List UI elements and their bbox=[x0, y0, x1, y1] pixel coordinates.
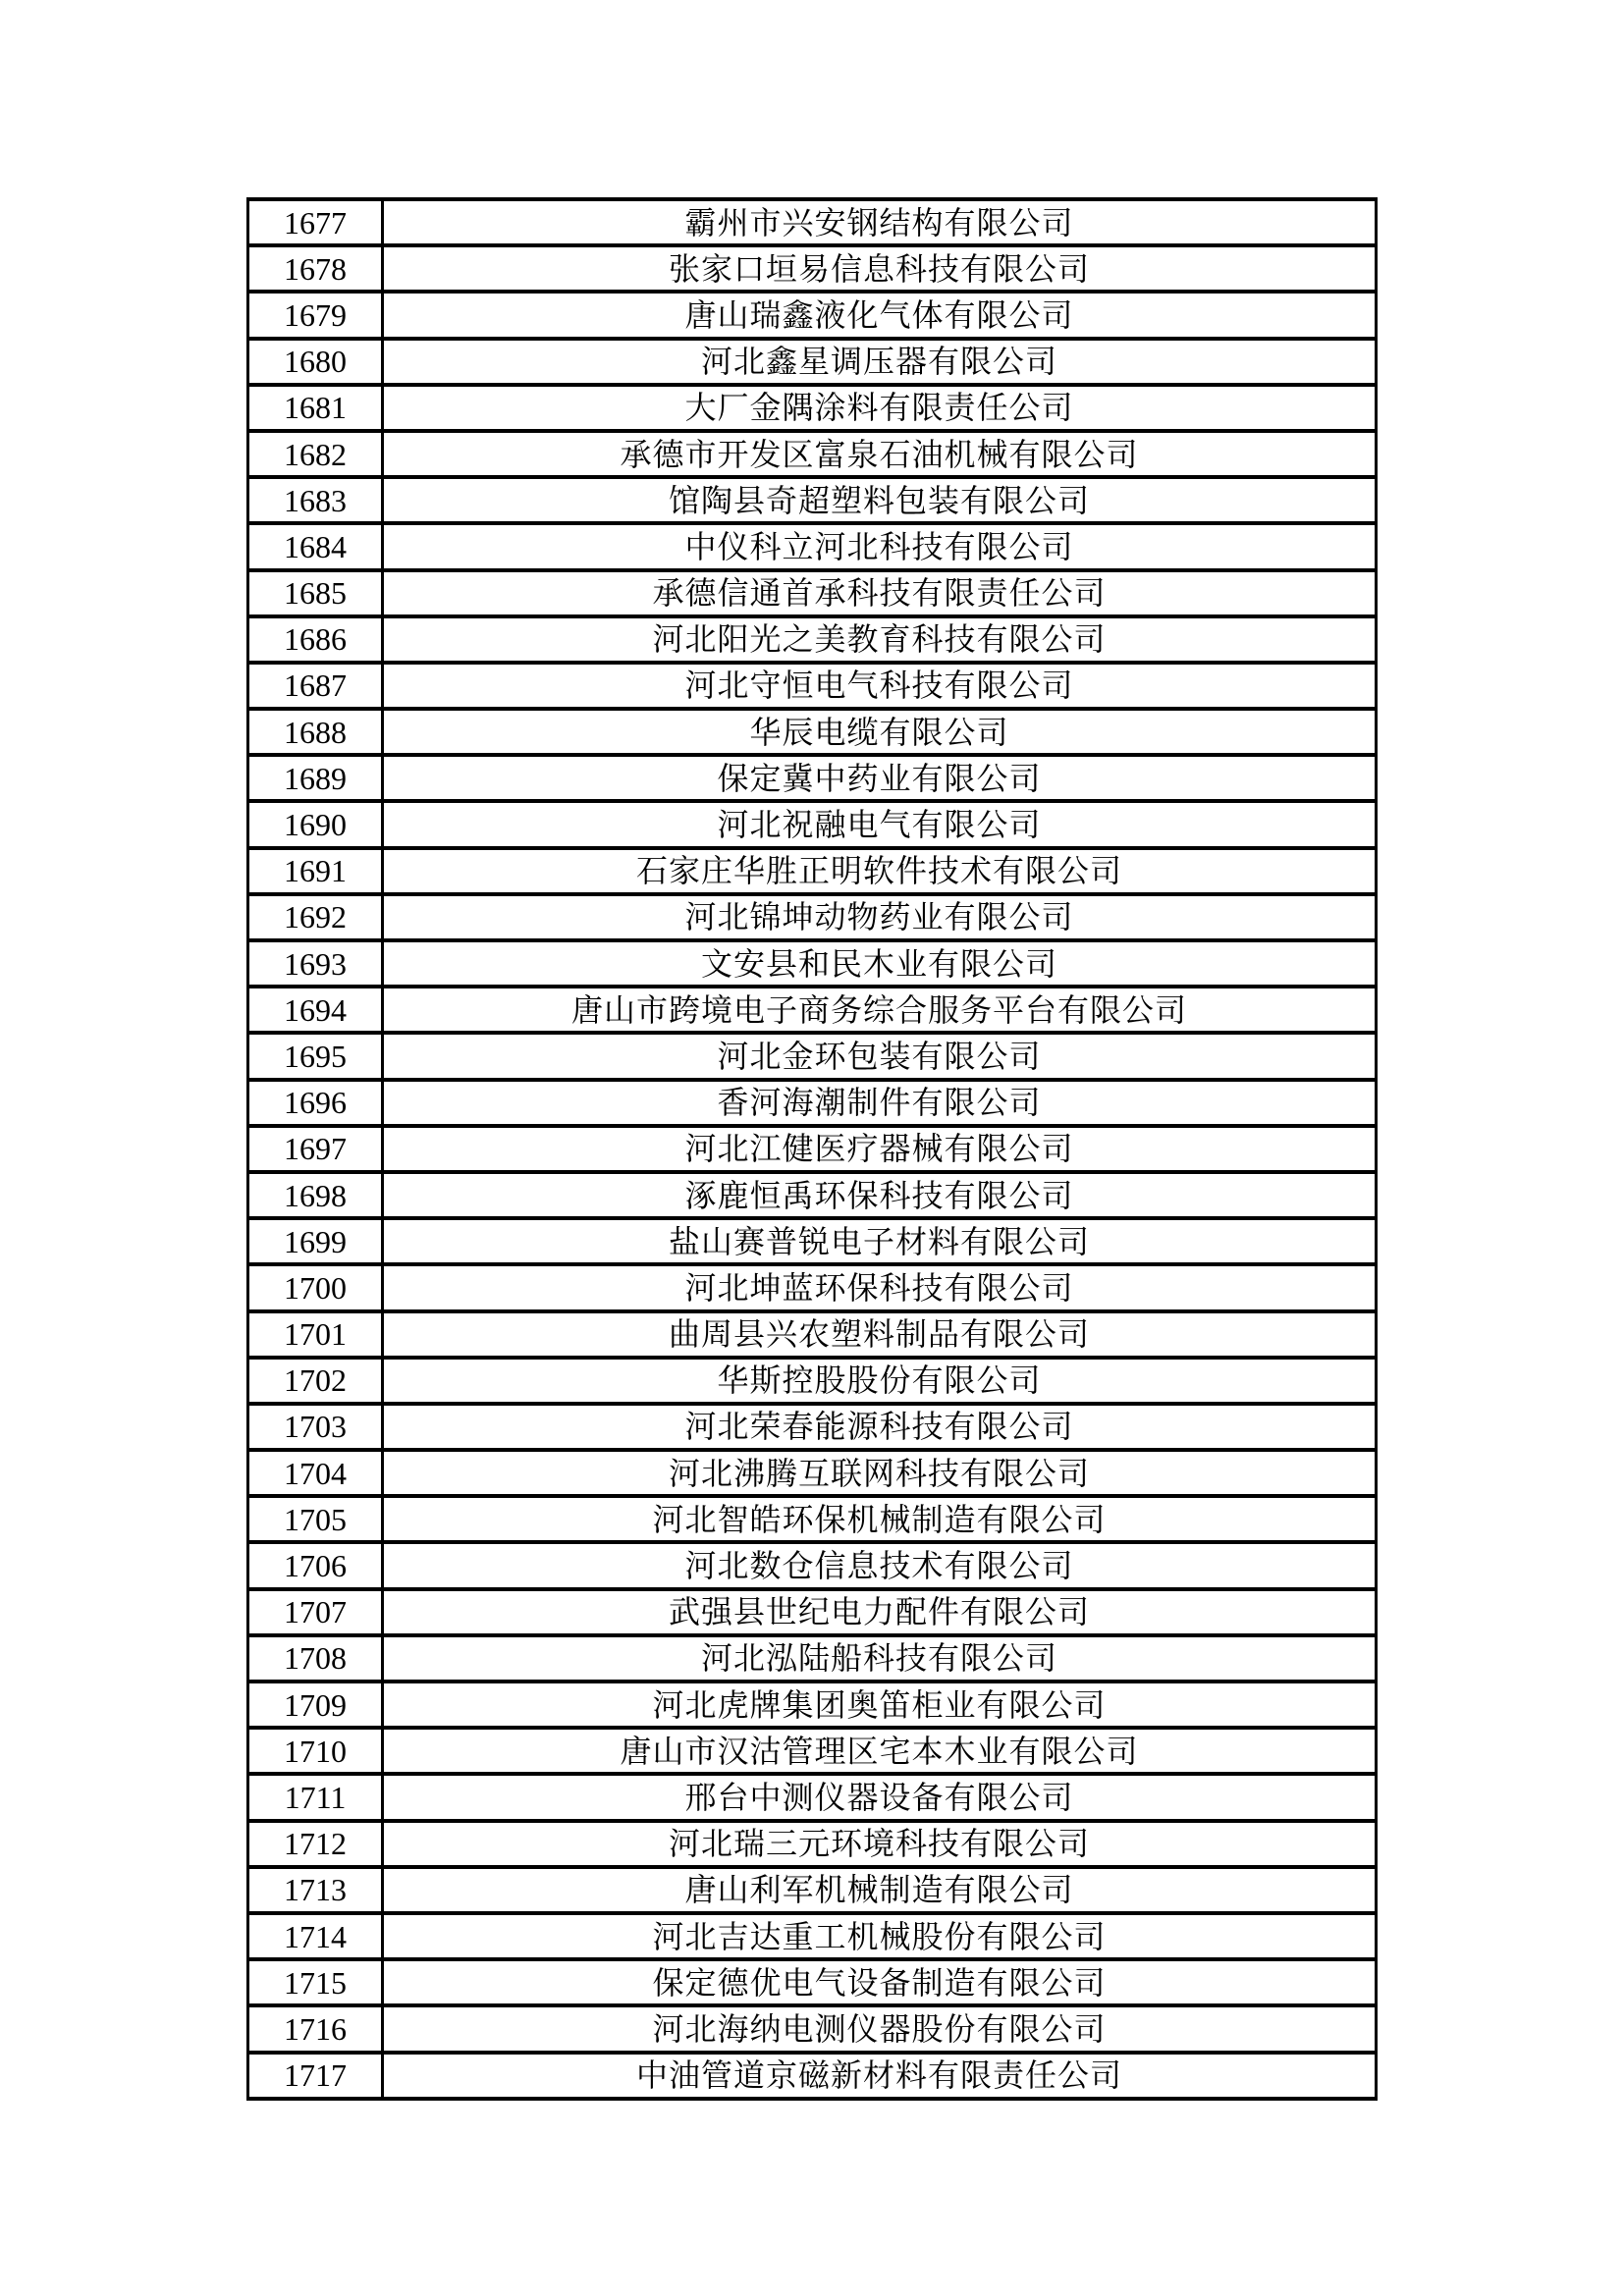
company-name-cell: 承德市开发区富泉石油机械有限公司 bbox=[383, 431, 1377, 477]
company-name-cell: 河北荣春能源科技有限公司 bbox=[383, 1404, 1377, 1450]
row-index-cell: 1679 bbox=[248, 292, 383, 338]
company-name-cell: 唐山市跨境电子商务综合服务平台有限公司 bbox=[383, 987, 1377, 1033]
row-index-cell: 1712 bbox=[248, 1821, 383, 1867]
company-table-body bbox=[248, 199, 1377, 2099]
row-index-cell: 1694 bbox=[248, 987, 383, 1033]
row-index-cell: 1677 bbox=[248, 199, 383, 245]
company-name-cell: 承德信通首承科技有限责任公司 bbox=[383, 570, 1377, 616]
row-index-cell: 1698 bbox=[248, 1172, 383, 1218]
table-row bbox=[248, 1080, 1377, 1126]
row-index-cell: 1693 bbox=[248, 940, 383, 987]
table-row bbox=[248, 1867, 1377, 1913]
company-name-cell: 河北瑞三元环境科技有限公司 bbox=[383, 1821, 1377, 1867]
table-row bbox=[248, 1728, 1377, 1774]
table-row bbox=[248, 1496, 1377, 1542]
row-index-cell: 1709 bbox=[248, 1682, 383, 1728]
company-name-cell: 张家口垣易信息科技有限公司 bbox=[383, 245, 1377, 292]
company-name-cell: 邢台中测仪器设备有限公司 bbox=[383, 1774, 1377, 1820]
table-row bbox=[248, 801, 1377, 847]
table-row bbox=[248, 385, 1377, 431]
row-index-cell: 1682 bbox=[248, 431, 383, 477]
company-name-cell: 馆陶县奇超塑料包装有限公司 bbox=[383, 477, 1377, 523]
company-name-cell: 河北数仓信息技术有限公司 bbox=[383, 1542, 1377, 1588]
table-row bbox=[248, 1774, 1377, 1820]
row-index-cell: 1690 bbox=[248, 801, 383, 847]
company-name-cell: 唐山市汉沽管理区宅本木业有限公司 bbox=[383, 1728, 1377, 1774]
row-index-cell: 1695 bbox=[248, 1033, 383, 1079]
company-name-cell: 河北金环包装有限公司 bbox=[383, 1033, 1377, 1079]
row-index-cell: 1697 bbox=[248, 1126, 383, 1172]
company-name-cell: 盐山赛普锐电子材料有限公司 bbox=[383, 1218, 1377, 1264]
table-row bbox=[248, 1635, 1377, 1682]
table-row bbox=[248, 477, 1377, 523]
company-name-cell: 唐山利军机械制造有限公司 bbox=[383, 1867, 1377, 1913]
company-name-cell: 河北坤蓝环保科技有限公司 bbox=[383, 1264, 1377, 1310]
company-name-cell: 河北守恒电气科技有限公司 bbox=[383, 663, 1377, 709]
table-row bbox=[248, 663, 1377, 709]
company-name-cell: 文安县和民木业有限公司 bbox=[383, 940, 1377, 987]
row-index-cell: 1702 bbox=[248, 1358, 383, 1404]
table-row bbox=[248, 523, 1377, 569]
company-name-cell: 曲周县兴农塑料制品有限公司 bbox=[383, 1311, 1377, 1358]
company-name-cell: 涿鹿恒禹环保科技有限公司 bbox=[383, 1172, 1377, 1218]
company-name-cell: 河北虎牌集团奥笛柜业有限公司 bbox=[383, 1682, 1377, 1728]
table-row bbox=[248, 292, 1377, 338]
row-index-cell: 1704 bbox=[248, 1450, 383, 1496]
table-row bbox=[248, 431, 1377, 477]
company-name-cell: 武强县世纪电力配件有限公司 bbox=[383, 1589, 1377, 1635]
table-row bbox=[248, 1358, 1377, 1404]
row-index-cell: 1711 bbox=[248, 1774, 383, 1820]
table-row bbox=[248, 848, 1377, 894]
company-name-cell: 大厂金隅涂料有限责任公司 bbox=[383, 385, 1377, 431]
row-index-cell: 1687 bbox=[248, 663, 383, 709]
company-name-cell: 河北泓陆船科技有限公司 bbox=[383, 1635, 1377, 1682]
row-index-cell: 1681 bbox=[248, 385, 383, 431]
table-row bbox=[248, 1542, 1377, 1588]
row-index-cell: 1691 bbox=[248, 848, 383, 894]
company-name-cell: 河北阳光之美教育科技有限公司 bbox=[383, 616, 1377, 663]
table-row bbox=[248, 1913, 1377, 1959]
company-name-cell: 霸州市兴安钢结构有限公司 bbox=[383, 199, 1377, 245]
row-index-cell: 1685 bbox=[248, 570, 383, 616]
company-name-cell: 河北海纳电测仪器股份有限公司 bbox=[383, 2005, 1377, 2052]
table-row bbox=[248, 894, 1377, 940]
company-name-cell: 华斯控股股份有限公司 bbox=[383, 1358, 1377, 1404]
company-table bbox=[246, 197, 1378, 2101]
row-index-cell: 1716 bbox=[248, 2005, 383, 2052]
row-index-cell: 1700 bbox=[248, 1264, 383, 1310]
row-index-cell: 1696 bbox=[248, 1080, 383, 1126]
table-row bbox=[248, 2053, 1377, 2099]
row-index-cell: 1708 bbox=[248, 1635, 383, 1682]
company-name-cell: 中油管道京磁新材料有限责任公司 bbox=[383, 2053, 1377, 2099]
row-index-cell: 1689 bbox=[248, 755, 383, 801]
row-index-cell: 1705 bbox=[248, 1496, 383, 1542]
row-index-cell: 1706 bbox=[248, 1542, 383, 1588]
table-row bbox=[248, 1821, 1377, 1867]
company-name-cell: 河北锦坤动物药业有限公司 bbox=[383, 894, 1377, 940]
company-name-cell: 河北吉达重工机械股份有限公司 bbox=[383, 1913, 1377, 1959]
row-index-cell: 1715 bbox=[248, 1959, 383, 2005]
table-row bbox=[248, 570, 1377, 616]
table-row bbox=[248, 987, 1377, 1033]
table-row bbox=[248, 616, 1377, 663]
table-row bbox=[248, 1126, 1377, 1172]
row-index-cell: 1717 bbox=[248, 2053, 383, 2099]
table-row bbox=[248, 2005, 1377, 2052]
company-name-cell: 河北祝融电气有限公司 bbox=[383, 801, 1377, 847]
table-row bbox=[248, 1218, 1377, 1264]
company-name-cell: 中仪科立河北科技有限公司 bbox=[383, 523, 1377, 569]
table-row bbox=[248, 245, 1377, 292]
row-index-cell: 1699 bbox=[248, 1218, 383, 1264]
table-row bbox=[248, 1682, 1377, 1728]
row-index-cell: 1703 bbox=[248, 1404, 383, 1450]
row-index-cell: 1684 bbox=[248, 523, 383, 569]
row-index-cell: 1688 bbox=[248, 709, 383, 755]
row-index-cell: 1680 bbox=[248, 339, 383, 385]
table-row bbox=[248, 199, 1377, 245]
row-index-cell: 1714 bbox=[248, 1913, 383, 1959]
company-name-cell: 石家庄华胜正明软件技术有限公司 bbox=[383, 848, 1377, 894]
table-row bbox=[248, 1959, 1377, 2005]
row-index-cell: 1692 bbox=[248, 894, 383, 940]
row-index-cell: 1707 bbox=[248, 1589, 383, 1635]
company-name-cell: 河北智皓环保机械制造有限公司 bbox=[383, 1496, 1377, 1542]
row-index-cell: 1713 bbox=[248, 1867, 383, 1913]
table-row bbox=[248, 709, 1377, 755]
table-row bbox=[248, 339, 1377, 385]
row-index-cell: 1710 bbox=[248, 1728, 383, 1774]
table-row bbox=[248, 1589, 1377, 1635]
table-row bbox=[248, 1172, 1377, 1218]
table-row bbox=[248, 755, 1377, 801]
table-row bbox=[248, 940, 1377, 987]
company-name-cell: 河北江健医疗器械有限公司 bbox=[383, 1126, 1377, 1172]
company-name-cell: 香河海潮制件有限公司 bbox=[383, 1080, 1377, 1126]
table-row bbox=[248, 1033, 1377, 1079]
company-name-cell: 河北沸腾互联网科技有限公司 bbox=[383, 1450, 1377, 1496]
table-row bbox=[248, 1450, 1377, 1496]
row-index-cell: 1683 bbox=[248, 477, 383, 523]
company-name-cell: 华辰电缆有限公司 bbox=[383, 709, 1377, 755]
company-name-cell: 河北鑫星调压器有限公司 bbox=[383, 339, 1377, 385]
company-name-cell: 保定冀中药业有限公司 bbox=[383, 755, 1377, 801]
row-index-cell: 1686 bbox=[248, 616, 383, 663]
row-index-cell: 1701 bbox=[248, 1311, 383, 1358]
table-row bbox=[248, 1404, 1377, 1450]
company-name-cell: 唐山瑞鑫液化气体有限公司 bbox=[383, 292, 1377, 338]
row-index-cell: 1678 bbox=[248, 245, 383, 292]
table-row bbox=[248, 1264, 1377, 1310]
table-row bbox=[248, 1311, 1377, 1358]
company-name-cell: 保定德优电气设备制造有限公司 bbox=[383, 1959, 1377, 2005]
